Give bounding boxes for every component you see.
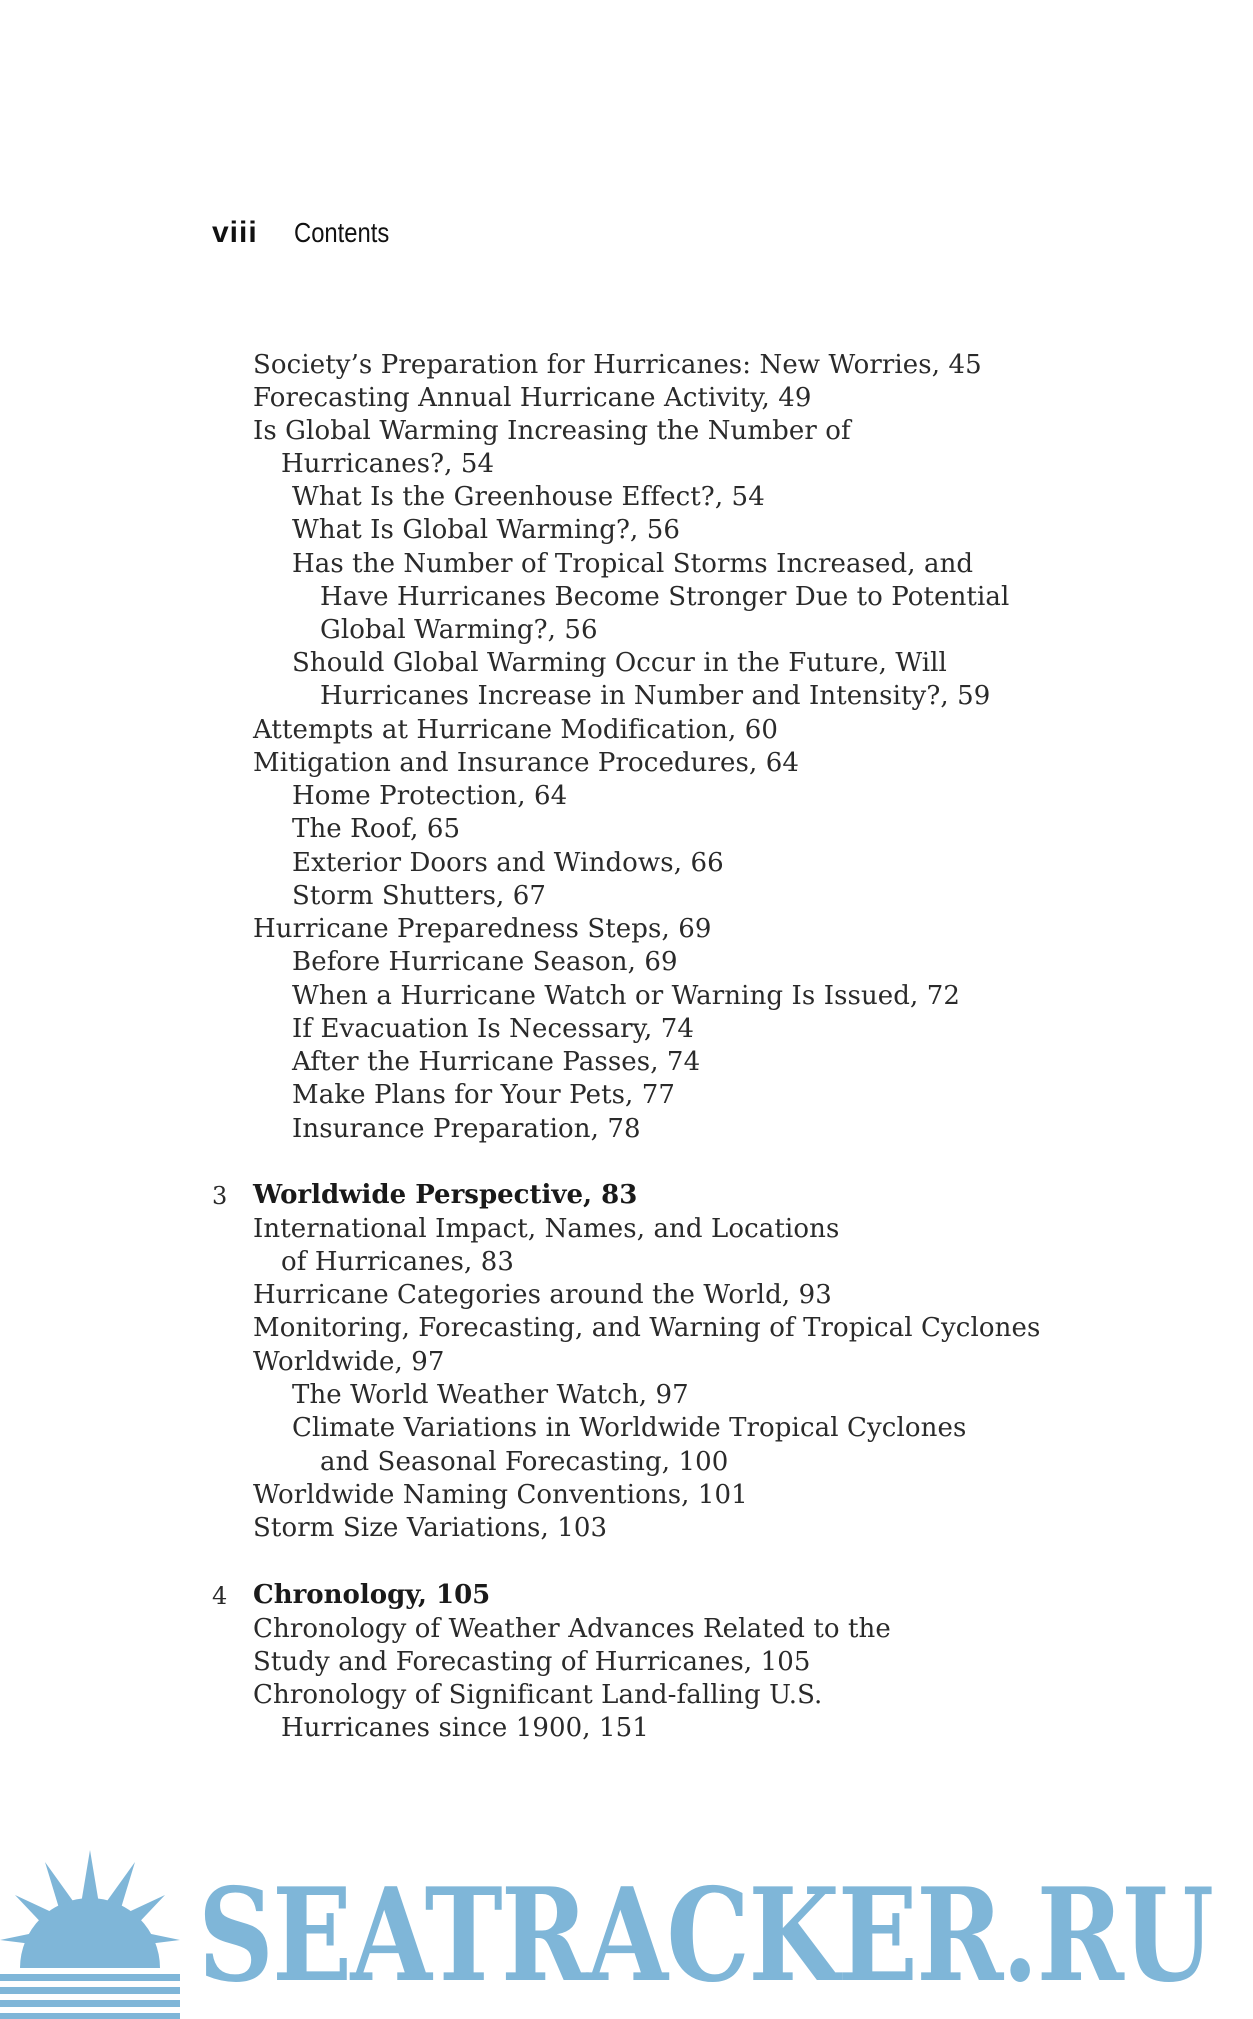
toc-entry: Home Protection, 64 bbox=[292, 781, 568, 811]
toc-entry: Mitigation and Insurance Procedures, 64 bbox=[253, 748, 800, 778]
toc-entry: Worldwide, 97 bbox=[253, 1347, 445, 1377]
toc-entry: When a Hurricane Watch or Warning Is Issued, 72 bbox=[292, 981, 961, 1011]
toc-entry: Make Plans for Your Pets, 77 bbox=[292, 1080, 676, 1110]
toc-entry: Hurricanes?, 54 bbox=[281, 449, 495, 479]
chapter-title: Chronology, 105 bbox=[253, 1580, 491, 1610]
toc-entry: Exterior Doors and Windows, 66 bbox=[292, 848, 724, 878]
toc-entry: Global Warming?, 56 bbox=[320, 615, 598, 645]
toc-entry: Hurricane Preparedness Steps, 69 bbox=[253, 914, 712, 944]
toc-entry: The Roof, 65 bbox=[292, 814, 461, 844]
toc-entry: Before Hurricane Season, 69 bbox=[292, 947, 678, 977]
toc-entry: Has the Number of Tropical Storms Increased, and bbox=[292, 549, 974, 579]
toc-entry: Study and Forecasting of Hurricanes, 105 bbox=[253, 1647, 811, 1677]
watermark-text: SEATRACKER.RU bbox=[198, 1861, 1213, 2011]
toc-entry: Is Global Warming Increasing the Number of bbox=[253, 416, 851, 446]
toc-entry: The World Weather Watch, 97 bbox=[292, 1380, 689, 1410]
toc-entry: Insurance Preparation, 78 bbox=[292, 1114, 641, 1144]
toc-entry: What Is the Greenhouse Effect?, 54 bbox=[292, 482, 765, 512]
toc-entry: Forecasting Annual Hurricane Activity, 49 bbox=[253, 383, 812, 413]
toc-entry: Attempts at Hurricane Modification, 60 bbox=[253, 715, 779, 745]
toc-entry: Chronology of Weather Advances Related to the bbox=[253, 1614, 891, 1644]
toc-entry: Storm Shutters, 67 bbox=[292, 881, 547, 911]
page-header bbox=[212, 216, 406, 250]
running-title: Contents bbox=[293, 217, 389, 248]
toc-entry: Chronology of Significant Land-falling U.S. bbox=[253, 1680, 823, 1710]
toc-entry: Climate Variations in Worldwide Tropical Cyclones bbox=[292, 1413, 967, 1443]
toc-entry: of Hurricanes, 83 bbox=[281, 1247, 514, 1277]
toc-entry: Have Hurricanes Become Stronger Due to Potential bbox=[320, 582, 1010, 612]
toc-entry: Hurricanes Increase in Number and Intensity?, 59 bbox=[320, 681, 991, 711]
toc-entry: Monitoring, Forecasting, and Warning of Tropical Cyclones bbox=[253, 1313, 1041, 1343]
toc-entry: Should Global Warming Occur in the Future, Will bbox=[292, 648, 947, 678]
chapter-title: Worldwide Perspective, 83 bbox=[253, 1180, 638, 1210]
toc-entry: After the Hurricane Passes, 74 bbox=[292, 1047, 701, 1077]
toc-entry: Hurricane Categories around the World, 93 bbox=[253, 1280, 832, 1310]
toc-entry: and Seasonal Forecasting, 100 bbox=[320, 1447, 729, 1477]
toc-entry: Society’s Preparation for Hurricanes: New Worries, 45 bbox=[253, 350, 982, 380]
toc-entry: What Is Global Warming?, 56 bbox=[292, 515, 681, 545]
toc-entry: If Evacuation Is Necessary, 74 bbox=[292, 1014, 694, 1044]
chapter-number: 4 bbox=[212, 1582, 228, 1610]
toc-entry: International Impact, Names, and Locations bbox=[253, 1214, 840, 1244]
toc-entry: Hurricanes since 1900, 151 bbox=[281, 1713, 649, 1743]
toc-entry: Worldwide Naming Conventions, 101 bbox=[253, 1480, 748, 1510]
page-number: viii bbox=[212, 216, 258, 249]
chapter-number: 3 bbox=[212, 1182, 228, 1210]
toc-entry: Storm Size Variations, 103 bbox=[253, 1513, 608, 1543]
